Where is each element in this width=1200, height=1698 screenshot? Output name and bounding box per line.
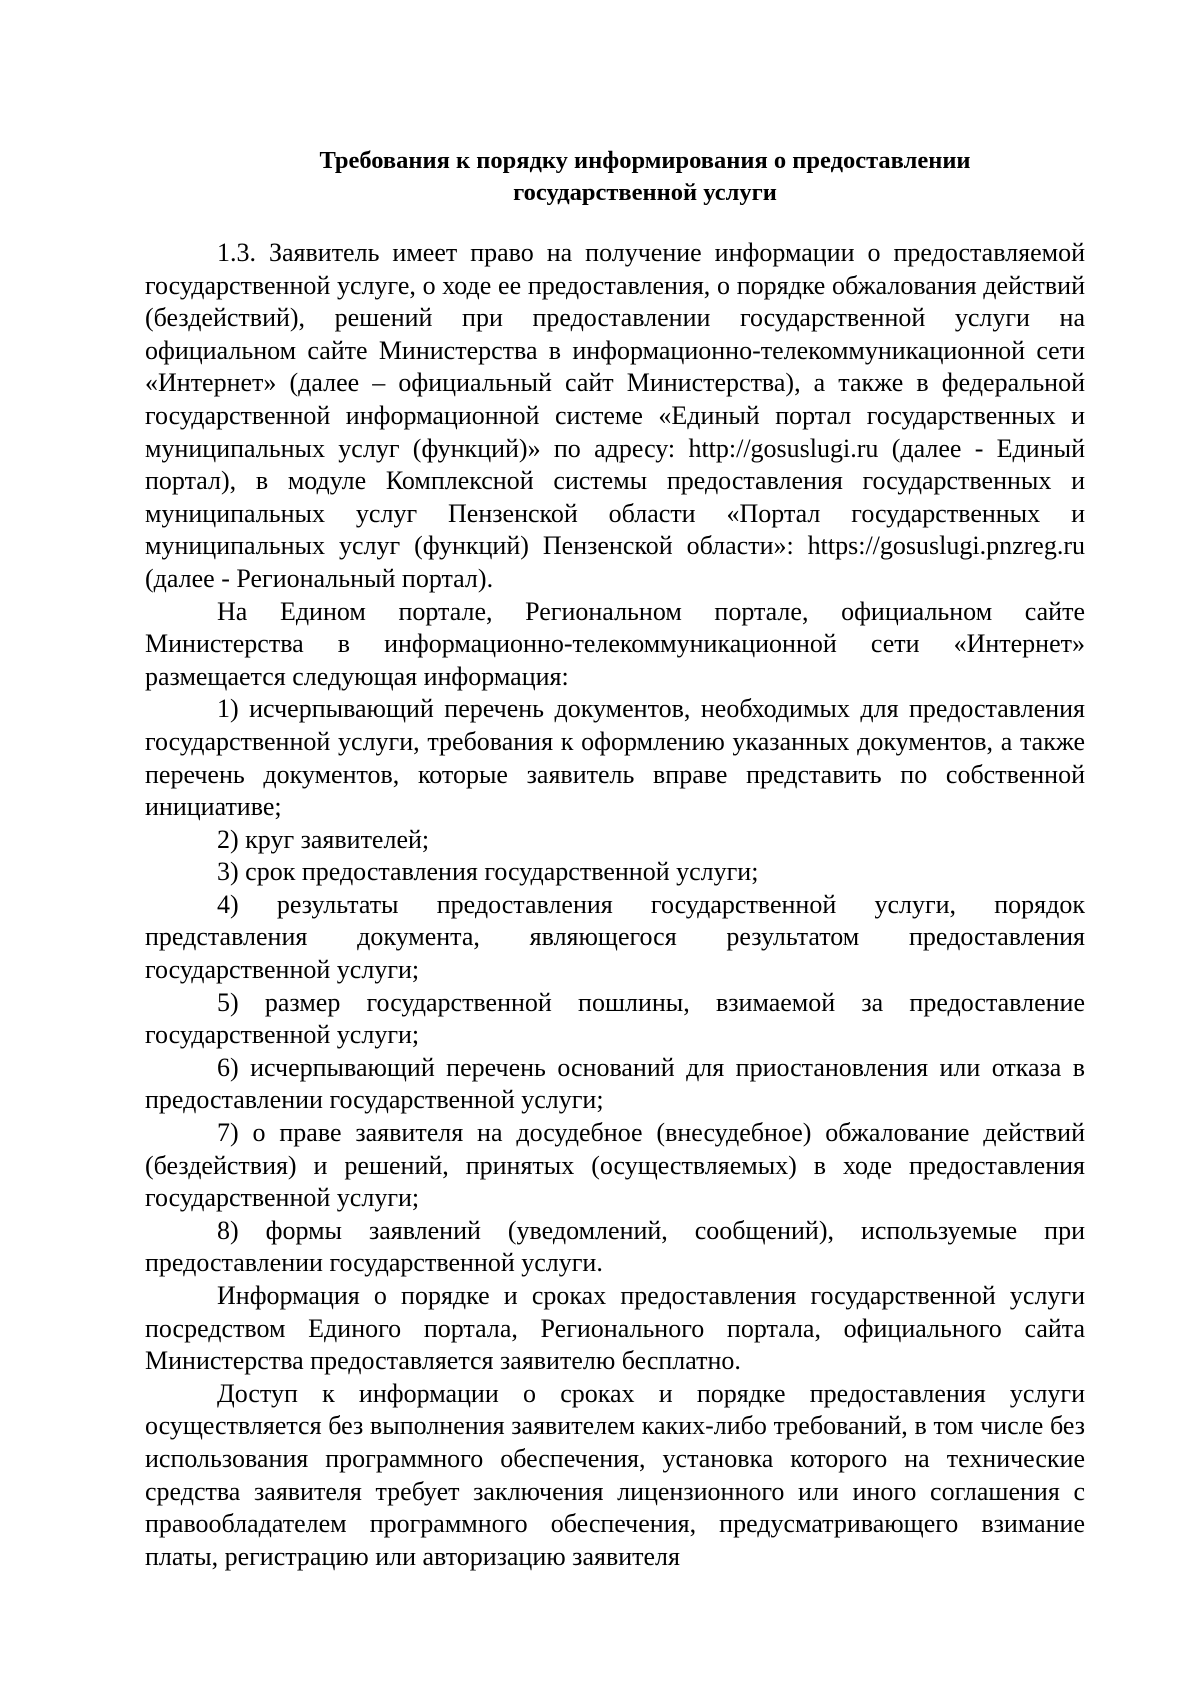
list-item-1: 1) исчерпывающий перечень документов, необходимых для предоставления государственной услуги, требования к оформлению указанных документов, а также перечень документов, которые заявитель вправе представить по собственной инициативе; [145,694,1085,822]
list-item-2: 2) круг заявителей; [217,824,430,854]
list-item-3: 3) срок предоставления государственной услуги; [217,857,759,887]
list-item-5: 5) размер государственной пошлины, взимаемой за предоставление государственной услуги; [145,987,1085,1050]
document-title [145,145,1085,209]
list-item-8: 8) формы заявлений (уведомлений, сообщений), используемые при предоставлении государственной услуги. [145,1215,1085,1278]
paragraph-access-conditions: Доступ к информации о сроках и порядке предоставления услуги осуществляется без выполнения заявителем каких-либо требований, в том числе без использования программного обеспечения, установка которого на технические средства заявителя требует заключения лицензионного или иного соглашения с правообладателем программного обеспечения, предусматривающего взимание платы, регистрацию или авторизацию заявителя [145,1378,1085,1571]
paragraph-1-3-right-to-information: 1.3. Заявитель имеет право на получение информации о предоставляемой государственной услуге, о ходе ее предоставления, о порядке обжалования действий (бездействий), решений при предоставлении государственной услуги на официальном сайте Министерства в информационно-телекоммуникационной сети «Интернет» (далее – официальный сайт Министерства), а также в федеральной государственной информационной системе «Единый портал государственных и муниципальных услуг (функций)» по адресу: http://gosuslugi.ru (далее - Единый портал), в модуле Комплексной системы предоставления государственных и муниципальных услуг Пензенской области «Портал государственных и муниципальных услуг (функций) Пензенской области»: https://gosuslugi.pnzreg.ru (далее - Региональный портал). [145,238,1085,593]
list-item-6: 6) исчерпывающий перечень оснований для приостановления или отказа в предоставлении государственной услуги; [145,1052,1085,1115]
document-body [145,237,1085,1573]
document-title-line-1: Требования к порядку информирования о предоставлении [319,147,971,174]
paragraph-free-information: Информация о порядке и сроках предоставления государственной услуги посредством Единого портала, Регионального портала, официального сайта Министерства предоставляется заявителю бесплатно. [145,1281,1085,1376]
list-item-4: 4) результаты предоставления государственной услуги, порядок представления документа, являющегося результатом предоставления государственной услуги; [145,889,1085,985]
list-item-7: 7) о праве заявителя на досудебное (внесудебное) обжалование действий (бездействия) и решений, принятых (осуществляемых) в ходе предоставления государственной услуги; [145,1118,1085,1213]
paragraph-published-information-intro: На Едином портале, Региональном портале, официальном сайте Министерства в информационно-телекоммуникационной сети «Интернет» размещается следующая информация: [145,596,1085,691]
document-title-line-2: государственной услуги [513,179,777,206]
